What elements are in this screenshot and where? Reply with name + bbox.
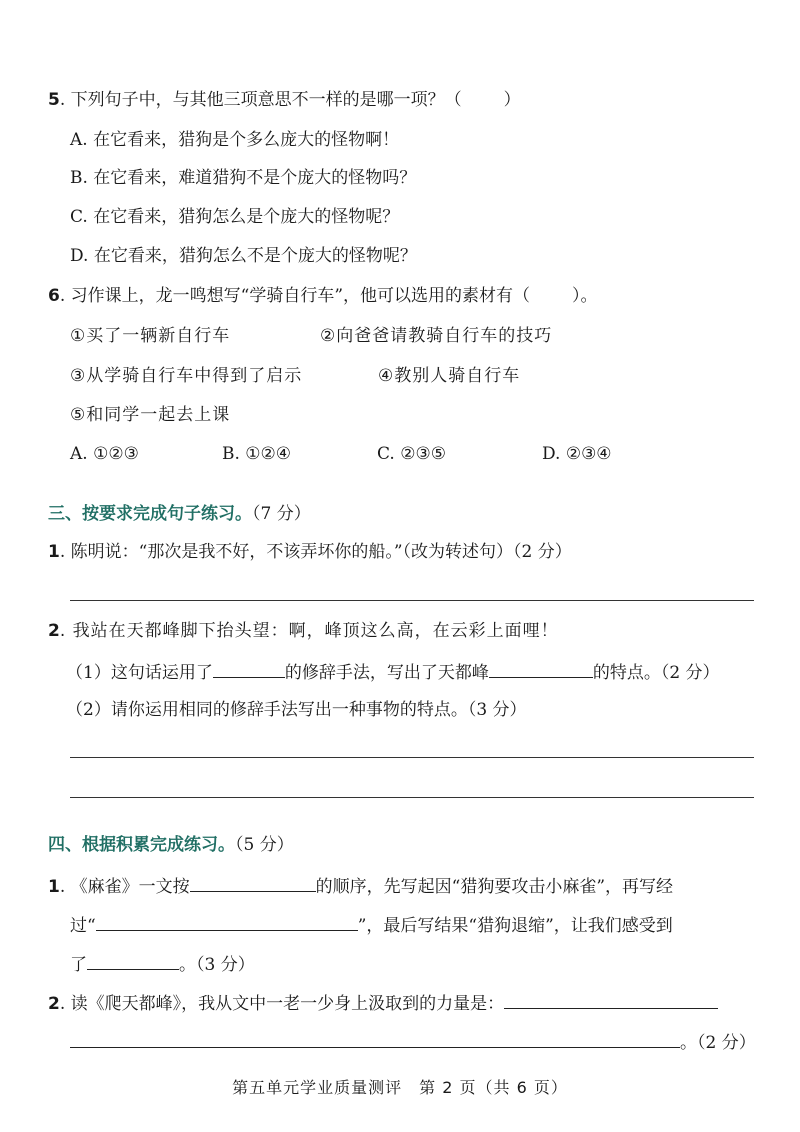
question-6-stem: 6. 习作课上，龙一鸣想写“学骑自行车”，他可以选用的素材有（ ）。 — [48, 286, 598, 306]
material-1: ①买了一辆新自行车 — [70, 326, 231, 346]
section-3-question-2: 2. 我站在天都峰脚下抬头望：啊，峰顶这么高，在云彩上面哩！ — [48, 621, 559, 641]
answer-blank[interactable] — [213, 659, 285, 678]
option-a: A. 在它看来，猎狗是个多么庞大的怪物啊！ — [70, 130, 400, 150]
page-footer: 第五单元学业质量测评 第 2 页（共 6 页） — [232, 1078, 568, 1097]
question-number: 2 — [48, 621, 60, 641]
section-4-question-1: 1. 《麻雀》一文按 的顺序，先写起因“猎狗要攻击小麻雀”，再写经 — [48, 873, 673, 899]
choice-b: B. ①②④ — [222, 444, 292, 464]
material-2: ②向爸爸请教骑自行车的技巧 — [320, 326, 553, 346]
material-5: ⑤和同学一起去上课 — [70, 405, 231, 425]
section-3-question-1: 1. 陈明说：“那次是我不好，不该弄坏你的船。”（改为转述句）（2 分） — [48, 542, 572, 562]
option-d: D. 在它看来，猎狗怎么不是个庞大的怪物呢？ — [70, 246, 417, 266]
answer-blank[interactable] — [70, 1029, 680, 1048]
section-4-question-2: 2. 读《爬天都峰》，我从文中一老一少身上汲取到的力量是： — [48, 990, 718, 1016]
answer-blank[interactable] — [489, 659, 593, 678]
answer-line[interactable] — [70, 600, 754, 601]
answer-blank[interactable] — [190, 873, 316, 892]
section-4-question-2-cont: 。（2 分） — [70, 1029, 756, 1055]
section-4-heading: 四、根据积累完成练习。（5 分） — [48, 835, 294, 855]
answer-line[interactable] — [70, 797, 754, 798]
material-4: ④教别人骑自行车 — [378, 366, 521, 386]
question-number: 5 — [48, 90, 60, 110]
choice-d: D. ②③④ — [542, 444, 612, 464]
option-b: B. 在它看来，难道猎狗不是个庞大的怪物吗？ — [70, 168, 417, 188]
section-3-heading: 三、按要求完成句子练习。（7 分） — [48, 504, 311, 524]
section-3-subquestion-2: （2）请你运用相同的修辞手法写出一种事物的特点。（3 分） — [66, 700, 527, 720]
question-number: 6 — [48, 286, 60, 306]
section-4-question-1-end: 了 。（3 分） — [70, 951, 255, 977]
answer-blank[interactable] — [96, 912, 358, 931]
question-5-stem: 5. 下列句子中，与其他三项意思不一样的是哪一项？（ ） — [48, 90, 521, 110]
material-3: ③从学骑自行车中得到了启示 — [70, 366, 303, 386]
answer-blank[interactable] — [504, 990, 718, 1009]
choice-c: C. ②③⑤ — [377, 444, 446, 464]
answer-blank[interactable] — [87, 951, 179, 970]
section-4-question-1-cont: 过“ ”，最后写结果“猎狗退缩”，让我们感受到 — [70, 912, 673, 938]
choice-a: A. ①②③ — [70, 444, 139, 464]
question-number: 1 — [48, 877, 60, 897]
question-number: 1 — [48, 542, 60, 562]
section-3-subquestion-1: （1）这句话运用了 的修辞手法，写出了天都峰 的特点。（2 分） — [66, 659, 720, 685]
option-c: C. 在它看来，猎狗怎么是个庞大的怪物呢？ — [70, 207, 400, 227]
answer-line[interactable] — [70, 757, 754, 758]
question-number: 2 — [48, 994, 60, 1014]
